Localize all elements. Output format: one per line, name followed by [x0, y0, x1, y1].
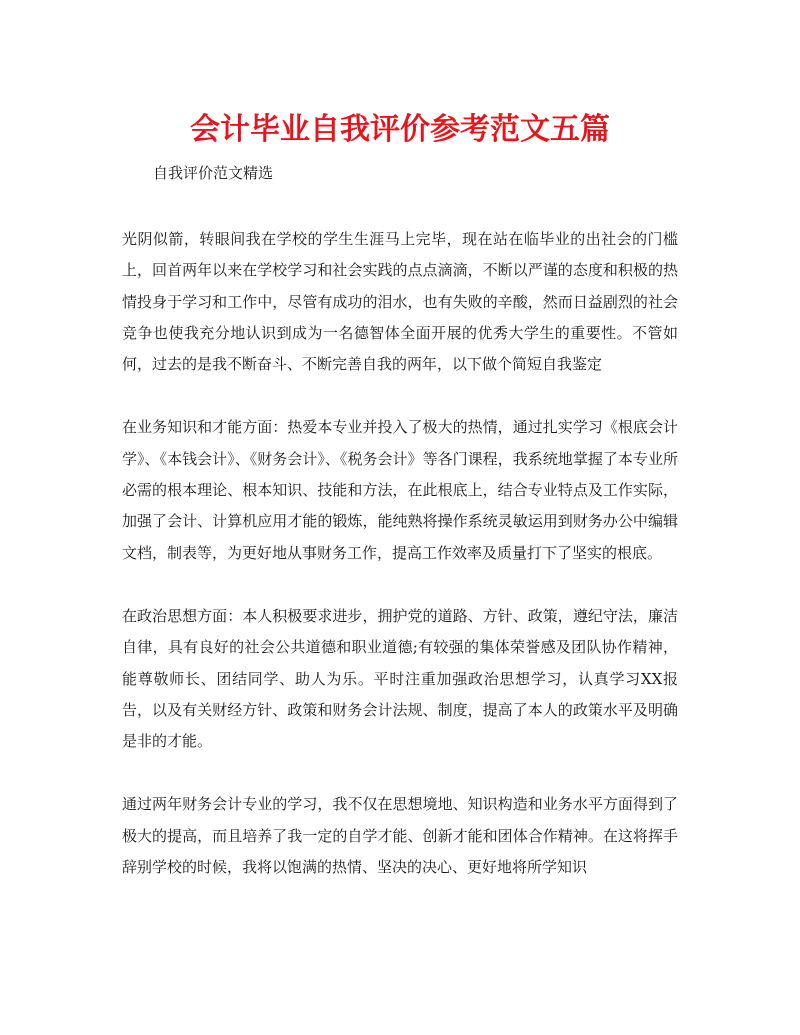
document-body	[122, 224, 678, 915]
paragraph: 光阴似箭，转眼间我在学校的学生生涯马上完毕，现在站在临毕业的出社会的门槛上，回首两年以来在学校学习和社会实践的点点滴滴，不断以严谨的态度和积极的热情投身于学习和工作中，尽管有成功的泪水，也有失败的辛酸，然而日益剧烈的社会竞争也使我充分地认识到成为一名德智体全面开展的优秀大学生的重要性。不管如何，过去的是我不断奋斗、不断完善自我的两年，以下做个简短自我鉴定	[122, 230, 678, 374]
document-subtitle: 自我评价范文精选	[153, 164, 274, 182]
paragraph: 在业务知识和才能方面：热爱本专业并投入了极大的热情，通过扎实学习《根底会计学》、《本钱会计》、《财务会计》、《税务会计》等各门课程，我系统地掌握了本专业所必需的根本理论、根本知识、技能和方法，在此根底上，结合专业特点及工作实际，加强了会计、计算机应用才能的锻炼，能纯熟将操作系统灵敏运用到财务办公中编辑文档，制表等，为更好地从事财务工作，提高工作效率及质量打下了坚实的根底。	[122, 418, 678, 562]
paragraph: 通过两年财务会计专业的学习，我不仅在思想境地、知识构造和业务水平方面得到了极大的提高，而且培养了我一定的自学才能、创新才能和团体合作精神。在这将挥手辞别学校的时候，我将以饱满的热情、坚决的决心、更好地将所学知识	[122, 795, 678, 877]
paragraph: 在政治思想方面：本人积极要求进步，拥护党的道路、方针、政策，遵纪守法，廉洁自律，具有良好的社会公共道德和职业道德;有较强的集体荣誉感及团队协作精神，能尊敬师长、团结同学、助人为乐。平时注重加强政治思想学习，认真学习XX报告，以及有关财经方针、政策和财务会计法规、制度，提高了本人的政策水平及明确是非的才能。	[122, 606, 678, 751]
document-title: 会计毕业自我评价参考范文五篇	[190, 112, 610, 147]
